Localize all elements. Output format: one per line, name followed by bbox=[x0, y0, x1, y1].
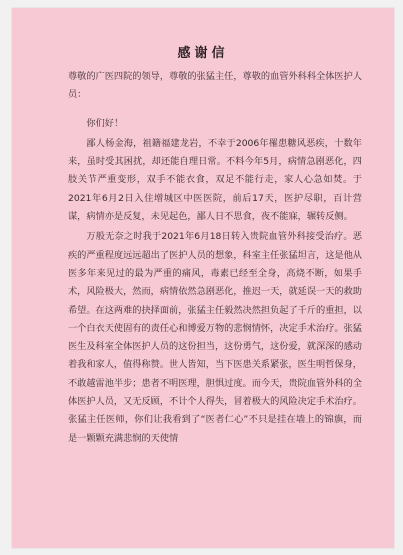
paragraph-1: 鄙人杨金海，祖籍福建龙岩，不幸于2006年罹患糖风恶疾，十数年来，虽时受其困扰，却还能自理日常。不料今年5月，病情急剧恶化，四肢关节严重变形，双手不能衣食，双足不能行走，家人心急如焚。于2021年6月2日入住增城区中医医院，前后17天，医护尽职，百计营谋，病情亦是反复，未见起色，鄙人日不思食，夜不能寐，辗转反侧。 bbox=[68, 137, 362, 223]
letter-body bbox=[68, 68, 362, 448]
greeting: 你们好！ bbox=[86, 117, 124, 129]
salutation: 尊敬的广医四院的领导，尊敬的张猛主任，尊敬的血管外科科全体医护人员： bbox=[68, 71, 362, 101]
letter-page bbox=[12, 8, 394, 548]
letter-title: 感谢信 bbox=[177, 46, 229, 61]
paragraph-2: 万般无奈之时我于2021年6月18日转入贵院血管外科接受治疗。恶疾的严重程度远远超出了医护人员的想象，科室主任张猛坦言，这是他从医多年来见过的最为严重的痛风，毒素已经至全身，高烧不断，如果手术，风险极大，然而，病情依然急剧恶化，推迟一天，就延误一天的救助希望。在这两难的抉择面前，张猛主任毅然决然担负起了千斤的重担，以一个白衣天使固有的责任心和博爱万物的悲悯情怀，决定手术治疗。张猛医生及科室全体医护人员的这份担当，这份勇气，这份爱，就深深的感动着我和家人，值得称赞。世人皆知，当下医患关系紧张，医生明哲保身，不敢越雷池半步；患者不明医理，胆惧过度。而今天，贵院血管外科的全体医护人员，又无反顾，不计个人得失，冒着极大的风险决定手术治疗。张猛主任医师，你们让我看到了“医者仁心”不只是挂在墙上的锦旗，而是一颗颗充满悲悯的天使情 bbox=[68, 231, 362, 444]
